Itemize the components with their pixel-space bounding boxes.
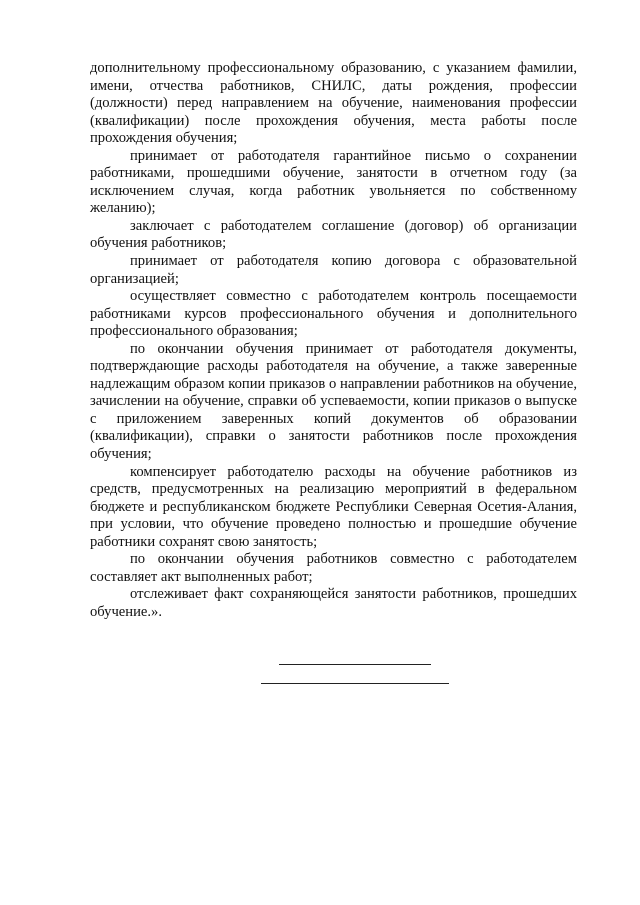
- document-body: [90, 60, 577, 622]
- paragraph-1: дополнительному профессиональному образованию, с указанием фамилии, имени, отчества работников, СНИЛС, даты рождения, профессии (должности) перед направлением на обучение, наименования профессии (квалификации) после прохождения обучения, места работы после прохождения обучения;: [90, 60, 577, 147]
- paragraph-6: по окончании обучения принимает от работодателя документы, подтверждающие расходы работодателя на обучение, а также заверенные надлежащим образом копии приказов о направлении работников на обучение, зачислении на обучение, справки об успеваемости, копии приказов о выпуске с приложением заверенных копий документов об образовании (квалификации), справки о занятости работников после прохождения обучения;: [90, 340, 577, 463]
- paragraph-5: осуществляет совместно с работодателем контроль посещаемости работниками курсов профессионального обучения и дополнительного профессионального образования;: [90, 288, 577, 340]
- paragraph-9: отслеживает факт сохраняющейся занятости работников, прошедших обучение.».: [90, 586, 577, 620]
- end-separator-line: [279, 664, 431, 665]
- paragraph-2: принимает от работодателя гарантийное письмо о сохранении работниками, прошедшими обучение, занятости в отчетном году (за исключением случая, когда работник увольняется по собственному желанию);: [90, 147, 577, 217]
- paragraph-8: по окончании обучения работников совместно с работодателем составляет акт выполненных работ;: [90, 551, 577, 585]
- paragraph-7: компенсирует работодателю расходы на обучение работников из средств, предусмотренных на реализацию мероприятий в федеральном бюджете и республиканском бюджете Республики Северная Осетия-Алания, при условии, что обучение проведено полностью и прошедшие обучение работники сохранят свою занятость;: [90, 463, 577, 550]
- end-separator-line-long: [261, 683, 449, 684]
- paragraph-3: заключает с работодателем соглашение (договор) об организации обучения работников;: [90, 217, 577, 252]
- paragraph-4: принимает от работодателя копию договора с образовательной организацией;: [90, 253, 577, 287]
